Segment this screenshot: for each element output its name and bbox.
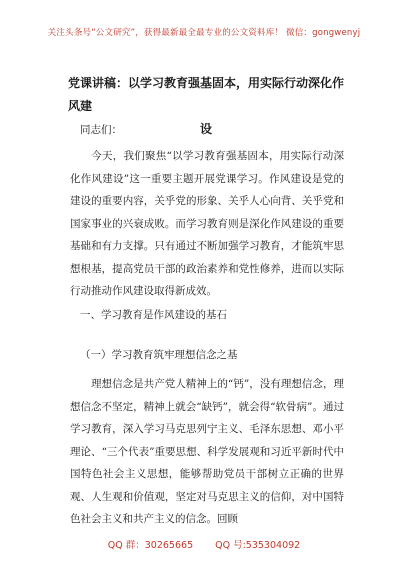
body-paragraph-text: 理想信念是共产党人精神上的“钙”，没有理想信念，理想信念不坚定，精神上就会“缺钙”，就会得“软骨病”。通过学习教育，深入学习马克思列宁主义、毛泽东思想、邓小平理论、“三个代表”重要思想、科学发展观和习近平新时代中国特色社会主义思想，能够帮助党员干部树立正确的世界观、人生观和价值观，坚定对马克思主义的信仰，对中国特色社会主义和共产主义的信念。回顾 xyxy=(70,378,344,525)
footer-qq-group: QQ 群：30265665 xyxy=(107,540,194,551)
title-line-1: 党课讲稿：以学习教育强基固本，用实际行动深化作风建 xyxy=(68,76,345,113)
header-note: 关注头条号“公文研究”，获得最新最全最专业的公文资料库！ 微信：gongwenyj xyxy=(47,28,361,38)
footer xyxy=(0,537,408,551)
greeting: 同志们： xyxy=(80,124,122,136)
body-paragraph xyxy=(70,373,344,531)
footer-qq-number: QQ 号:535304092 xyxy=(215,540,301,551)
section-heading-text: 一、学习教育是作风建设的基石 xyxy=(80,309,227,321)
title-line-2: 设 xyxy=(199,122,212,136)
intro-paragraph-text: 今天，我们聚焦“以学习教育强基固本，用实际行动深化作风建设”这一重要主题开展党课学习。作风建设是党的建设的重要内容，关乎党的形象、关乎人心向背、关乎党和国家事业的兴衰成败。而学习教育则是深化作风建设的重要基础和有力支撑。只有通过不断加强学习教育，才能筑牢思想根基，提高党员干部的政治素养和党性修养，进而以实际行动推动作风建设取得新成效。 xyxy=(70,150,344,297)
intro-paragraph xyxy=(70,145,344,303)
subsection-heading: （一）学习教育筑牢理想信念之基 xyxy=(80,349,238,361)
section-heading xyxy=(70,304,344,327)
